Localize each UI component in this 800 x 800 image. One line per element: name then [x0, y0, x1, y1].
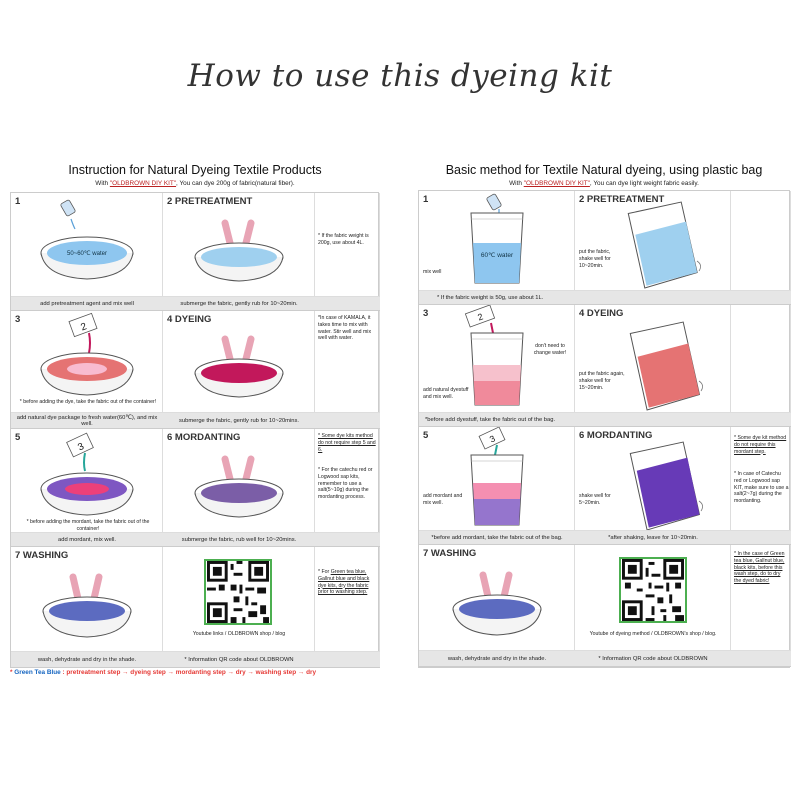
- right-step-2: [575, 191, 731, 291]
- step-3-small: add natural dyestuff and mix well.: [423, 387, 469, 400]
- right-qr-caption: * Information QR code about OLDBROWN: [575, 651, 731, 667]
- left-step-3: [11, 311, 163, 413]
- step-title: 4 DYEING: [579, 308, 624, 319]
- page-title: How to use this dyeing kit: [187, 58, 613, 94]
- right-step-4: [575, 305, 731, 413]
- step-4-note: *In case of KAMALA, it takes time to mix with water. Stir well and mix well with water.: [318, 315, 372, 342]
- step-number: 3: [423, 308, 429, 319]
- left-step-7-caption: wash, dehydrate and dry in the shade.: [11, 652, 163, 668]
- right-step-3-caption: *before add dyestuff, take the fabric out of the bag.: [419, 413, 791, 427]
- right-title: Basic method for Textile Natural dyeing, using plastic bag: [445, 163, 763, 177]
- step-3-warning: * before adding the dye, take the fabric out of the container!: [19, 399, 157, 405]
- step-number: 1: [15, 196, 21, 207]
- right-step-1-caption: * If the fabric weight is 50g, use about 1L.: [419, 291, 791, 305]
- hands-bowl-illustration: [163, 429, 315, 533]
- left-step-7: [11, 547, 163, 652]
- left-caption-spacer: [315, 533, 380, 547]
- right-caption-spacer: [731, 651, 791, 667]
- qr-code[interactable]: [204, 559, 272, 625]
- water-label: 60℃ water: [480, 252, 514, 259]
- step-7-note: * For Green tea blue, Gallnut blue and black dye kits, dry the fabric prior to washing step.: [318, 569, 370, 596]
- left-step-6-caption: submerge the fabric, rub well for 10~20mins.: [163, 533, 315, 547]
- step-6-note-b: * In case of Catechu red or Logwood sap KIT, make sure to use a salt(2~7g) during the mordanting.: [734, 471, 789, 504]
- step-7-note: * In the case of Green tea blue, Gallnut blue, black kits, before this wash step, do to dry the dyed fabric!: [734, 551, 785, 584]
- bowl-illustration: [11, 193, 163, 297]
- left-step-4-note-cell: [315, 311, 380, 413]
- right-step-3: [419, 305, 575, 413]
- qr-pattern-icon: [621, 559, 685, 621]
- package-tag: 3: [488, 433, 497, 445]
- qr-code[interactable]: [619, 557, 687, 623]
- step-2-note: * If the fabric weight is 200g, use about 4L.: [318, 233, 369, 246]
- left-qr-caption: * Information QR code about OLDBROWN: [163, 652, 315, 668]
- step-title: 6 MORDANTING: [167, 432, 241, 443]
- left-caption-spacer: [315, 652, 380, 668]
- bag-illustration: [419, 191, 575, 291]
- right-step-1: [419, 191, 575, 291]
- right-step-7-caption: wash, dehydrate and dry in the shade.: [419, 651, 575, 667]
- step-4-small: put the fabric again, shake well for 15~20min.: [579, 371, 625, 391]
- left-step-5: [11, 429, 163, 533]
- qr-pattern-icon: [206, 561, 270, 623]
- speech-bubble: don't need to change water!: [533, 343, 567, 356]
- left-subtitle: With "OLDBROWN DIY KIT", You can dye 200g of fabric(natural fiber).: [95, 180, 295, 187]
- right-step-6-caption: *after shaking, leave for 10~20min.: [575, 531, 731, 545]
- step-6-note-b: * For the catechu red or Logwood sap kits, remember to use a salt(5~10g) during the mordanting process.: [318, 467, 373, 500]
- bag-mordant-illustration: [419, 427, 575, 531]
- step-title: 2 PRETREATMENT: [167, 196, 253, 207]
- step-number: 1: [423, 194, 429, 205]
- right-step-6: [575, 427, 731, 531]
- left-step-6: [163, 429, 315, 533]
- right-caption-spacer: [731, 531, 791, 545]
- left-step-2: [163, 193, 315, 297]
- right-step-5-caption: *before add mordant, take the fabric out of the bag.: [419, 531, 575, 545]
- step-number: 3: [15, 314, 21, 325]
- left-step-7-note-cell: [315, 547, 380, 652]
- right-step-7: [419, 545, 575, 651]
- step-5-small: add mordant and mix well.: [423, 493, 463, 506]
- left-step-3-caption: add natural dye package to fresh water(60℃), and mix well.: [11, 413, 163, 429]
- dye-package-illustration: [11, 311, 163, 413]
- left-step-1-caption: add pretreatment agent and mix well: [11, 297, 163, 311]
- right-step-4-note-cell: [731, 305, 791, 413]
- left-step-5-caption: add mordant, mix well.: [11, 533, 163, 547]
- right-step-2-note-cell: [731, 191, 791, 291]
- step-6-small: shake well for 5~20min.: [579, 493, 611, 506]
- left-step-4: [163, 311, 315, 413]
- left-step-2-note-cell: [315, 193, 380, 297]
- qr-description: Youtube links / OLDBROWN shop / blog: [192, 631, 286, 637]
- step-1-small: mix well: [423, 269, 442, 275]
- right-step-7-note-cell: [731, 545, 791, 651]
- package-tag: 2: [79, 321, 89, 334]
- step-title: 6 MORDANTING: [579, 430, 653, 441]
- left-step-6-note-cell: [315, 429, 380, 533]
- step-6-note-a: * Some dye kit method do not require this mordant step.: [734, 435, 787, 455]
- washing-bowl-illustration: [419, 545, 575, 651]
- step-number: 5: [15, 432, 21, 443]
- step-title: 7 WASHING: [423, 548, 477, 559]
- left-title: Instruction for Natural Dyeing Textile Products: [68, 163, 322, 177]
- water-label: 50~60℃ water: [67, 251, 107, 257]
- package-tag: 2: [476, 311, 485, 323]
- bag-fabric-illustration: [575, 191, 731, 291]
- step-6-note-a: * Some dye kits method do not require step 5 and 6.: [318, 433, 376, 453]
- left-caption-spacer: [315, 413, 380, 429]
- hands-bowl-illustration: [163, 311, 315, 413]
- left-step-4-caption: submerge the fabric, gently rub for 10~20mins.: [163, 413, 315, 429]
- left-steps-grid: [10, 192, 379, 668]
- right-qr-cell: [575, 545, 731, 651]
- qr-description: Youtube of dyeing method / OLDBROWN's shop / blog.: [589, 631, 717, 637]
- right-panel: [418, 163, 790, 187]
- left-qr-cell: [163, 547, 315, 652]
- right-steps-grid: [418, 190, 790, 668]
- step-title: 7 WASHING: [15, 550, 69, 561]
- left-caption-spacer: [315, 297, 380, 311]
- step-title: 2 PRETREATMENT: [579, 194, 665, 205]
- hands-bowl-illustration: [163, 193, 315, 297]
- bag-dyeing-illustration: [575, 305, 731, 413]
- washing-bowl-illustration: [11, 547, 163, 652]
- step-5-warning: * before adding the mordant, take the fabric out of the container!: [26, 519, 150, 532]
- right-step-5: [419, 427, 575, 531]
- step-number: 5: [423, 430, 429, 441]
- left-footer-note: * Green Tea Blue : pretreatment step → dyeing step → mordanting step → dry → washing step → dry: [10, 669, 317, 676]
- right-subtitle: With "OLDBROWN DIY KIT", You can dye light weight fabric easily.: [509, 180, 699, 187]
- step-2-small: put the fabric, shake well for 10~20min.: [579, 249, 611, 269]
- right-step-6-note-cell: [731, 427, 791, 531]
- step-title: 4 DYEING: [167, 314, 212, 325]
- left-panel: [10, 163, 380, 187]
- left-step-2-caption: submerge the fabric, gently rub for 10~20min.: [163, 297, 315, 311]
- bag-mordanting-illustration: [575, 427, 731, 531]
- mordant-package-illustration: [11, 429, 163, 533]
- left-step-1: [11, 193, 163, 297]
- package-tag: 3: [76, 441, 86, 454]
